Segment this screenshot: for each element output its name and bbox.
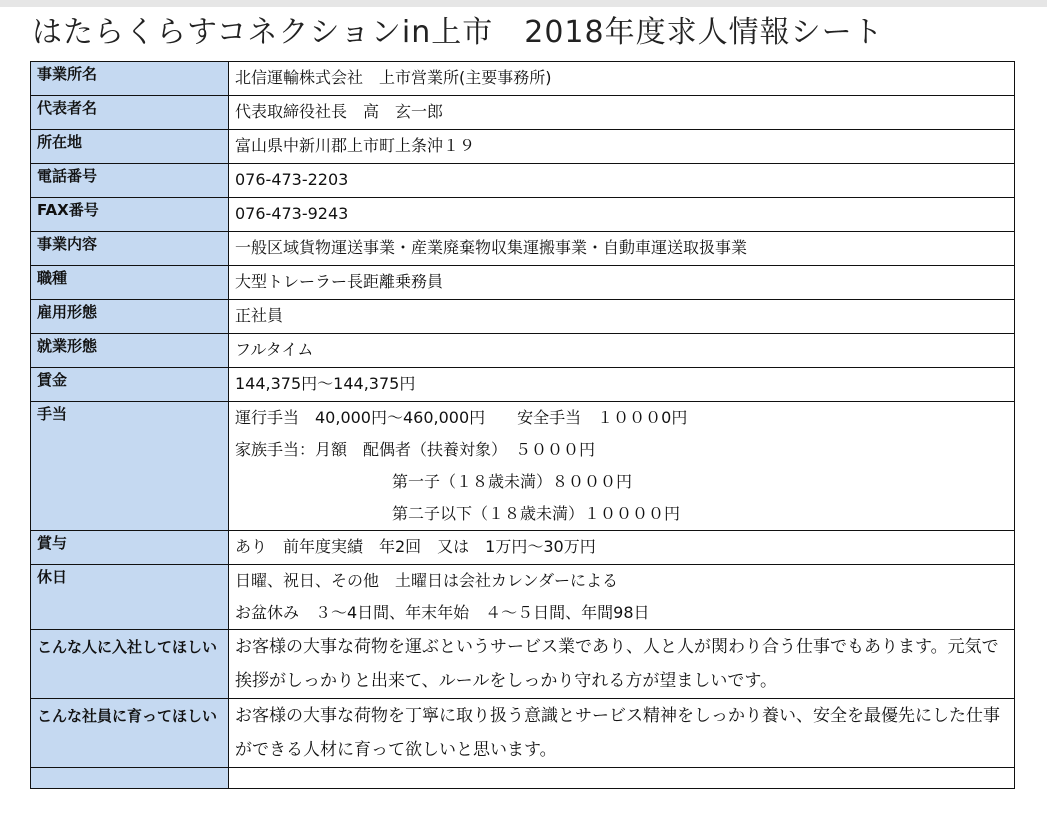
table-row bbox=[31, 164, 1015, 198]
table-row-partial bbox=[31, 768, 1015, 789]
row-value-holidays bbox=[229, 565, 1015, 630]
row-label-fax: FAX番号 bbox=[31, 198, 229, 232]
row-label-work-style: 就業形態 bbox=[31, 334, 229, 368]
table-row bbox=[31, 198, 1015, 232]
allowance-line: 運行手当 40,000円～460,000円 安全手当 １０００0円 bbox=[235, 408, 688, 427]
row-value-bonus: あり 前年度実績 年2回 又は 1万円～30万円 bbox=[229, 531, 1015, 565]
table-row bbox=[31, 96, 1015, 130]
allowance-line: 家族手当：月額 配偶者（扶養対象） ５０００円 bbox=[235, 440, 596, 459]
row-value-growth: お客様の大事な荷物を丁寧に取り扱う意識とサービス精神をしっかり養い、安全を最優先にした仕事ができる人材に育って欲しいと思います。 bbox=[229, 699, 1015, 768]
holiday-line: 日曜、祝日、その他 土曜日は会社カレンダーによる bbox=[235, 571, 618, 590]
table-row bbox=[31, 232, 1015, 266]
row-label-employment-type: 雇用形態 bbox=[31, 300, 229, 334]
table-row bbox=[31, 402, 1015, 531]
table-row bbox=[31, 334, 1015, 368]
row-value-job-type: 大型トレーラー長距離乗務員 bbox=[229, 266, 1015, 300]
row-label-company: 事業所名 bbox=[31, 62, 229, 96]
allowance-line: 第一子（１８歳未満）８０００円 bbox=[392, 472, 633, 491]
row-value-desired-person: お客様の大事な荷物を運ぶというサービス業であり、人と人が関わり合う仕事でもあります。元気で挨拶がしっかりと出来て、ルールをしっかり守れる方が望ましいです。 bbox=[229, 630, 1015, 699]
table-row bbox=[31, 630, 1015, 699]
row-value-wage: 144,375円～144,375円 bbox=[229, 368, 1015, 402]
allowance-line: 第二子以下（１８歳未満）１００００円 bbox=[392, 504, 681, 523]
row-value-phone: 076-473-2203 bbox=[229, 164, 1015, 198]
job-info-table bbox=[30, 61, 1015, 789]
table-row bbox=[31, 130, 1015, 164]
row-label-growth: こんな社員に育ってほしい bbox=[31, 699, 229, 768]
row-label-allowance: 手当 bbox=[31, 402, 229, 531]
holiday-line: お盆休み ３～4日間、年末年始 ４～５日間、年間98日 bbox=[235, 603, 650, 622]
row-value-representative: 代表取締役社長 高 玄一郎 bbox=[229, 96, 1015, 130]
row-value-address: 富山県中新川郡上市町上条沖１９ bbox=[229, 130, 1015, 164]
row-label-bonus: 賞与 bbox=[31, 531, 229, 565]
row-value-fax: 076-473-9243 bbox=[229, 198, 1015, 232]
top-strip bbox=[0, 0, 1047, 7]
row-value-allowance bbox=[229, 402, 1015, 531]
row-value-employment-type: 正社員 bbox=[229, 300, 1015, 334]
table-row bbox=[31, 531, 1015, 565]
row-label-holidays: 休日 bbox=[31, 565, 229, 630]
row-label-phone: 電話番号 bbox=[31, 164, 229, 198]
row-label-job-type: 職種 bbox=[31, 266, 229, 300]
table-row bbox=[31, 62, 1015, 96]
row-value-work-style: フルタイム bbox=[229, 334, 1015, 368]
row-label-representative: 代表者名 bbox=[31, 96, 229, 130]
row-value-next bbox=[229, 768, 1015, 789]
table-row bbox=[31, 368, 1015, 402]
row-value-business: 一般区域貨物運送事業・産業廃棄物収集運搬事業・自動車運送取扱事業 bbox=[229, 232, 1015, 266]
row-value-company: 北信運輸株式会社 上市営業所(主要事務所) bbox=[229, 62, 1015, 96]
row-label-wage: 賃金 bbox=[31, 368, 229, 402]
table-row bbox=[31, 266, 1015, 300]
table-row bbox=[31, 699, 1015, 768]
row-label-business: 事業内容 bbox=[31, 232, 229, 266]
row-label-desired-person: こんな人に入社してほしい bbox=[31, 630, 229, 699]
table-row bbox=[31, 300, 1015, 334]
page-title: はたらくらすコネクションin上市 2018年度求人情報シート bbox=[32, 15, 884, 50]
table-row bbox=[31, 565, 1015, 630]
row-label-address: 所在地 bbox=[31, 130, 229, 164]
row-label-next bbox=[31, 768, 229, 789]
